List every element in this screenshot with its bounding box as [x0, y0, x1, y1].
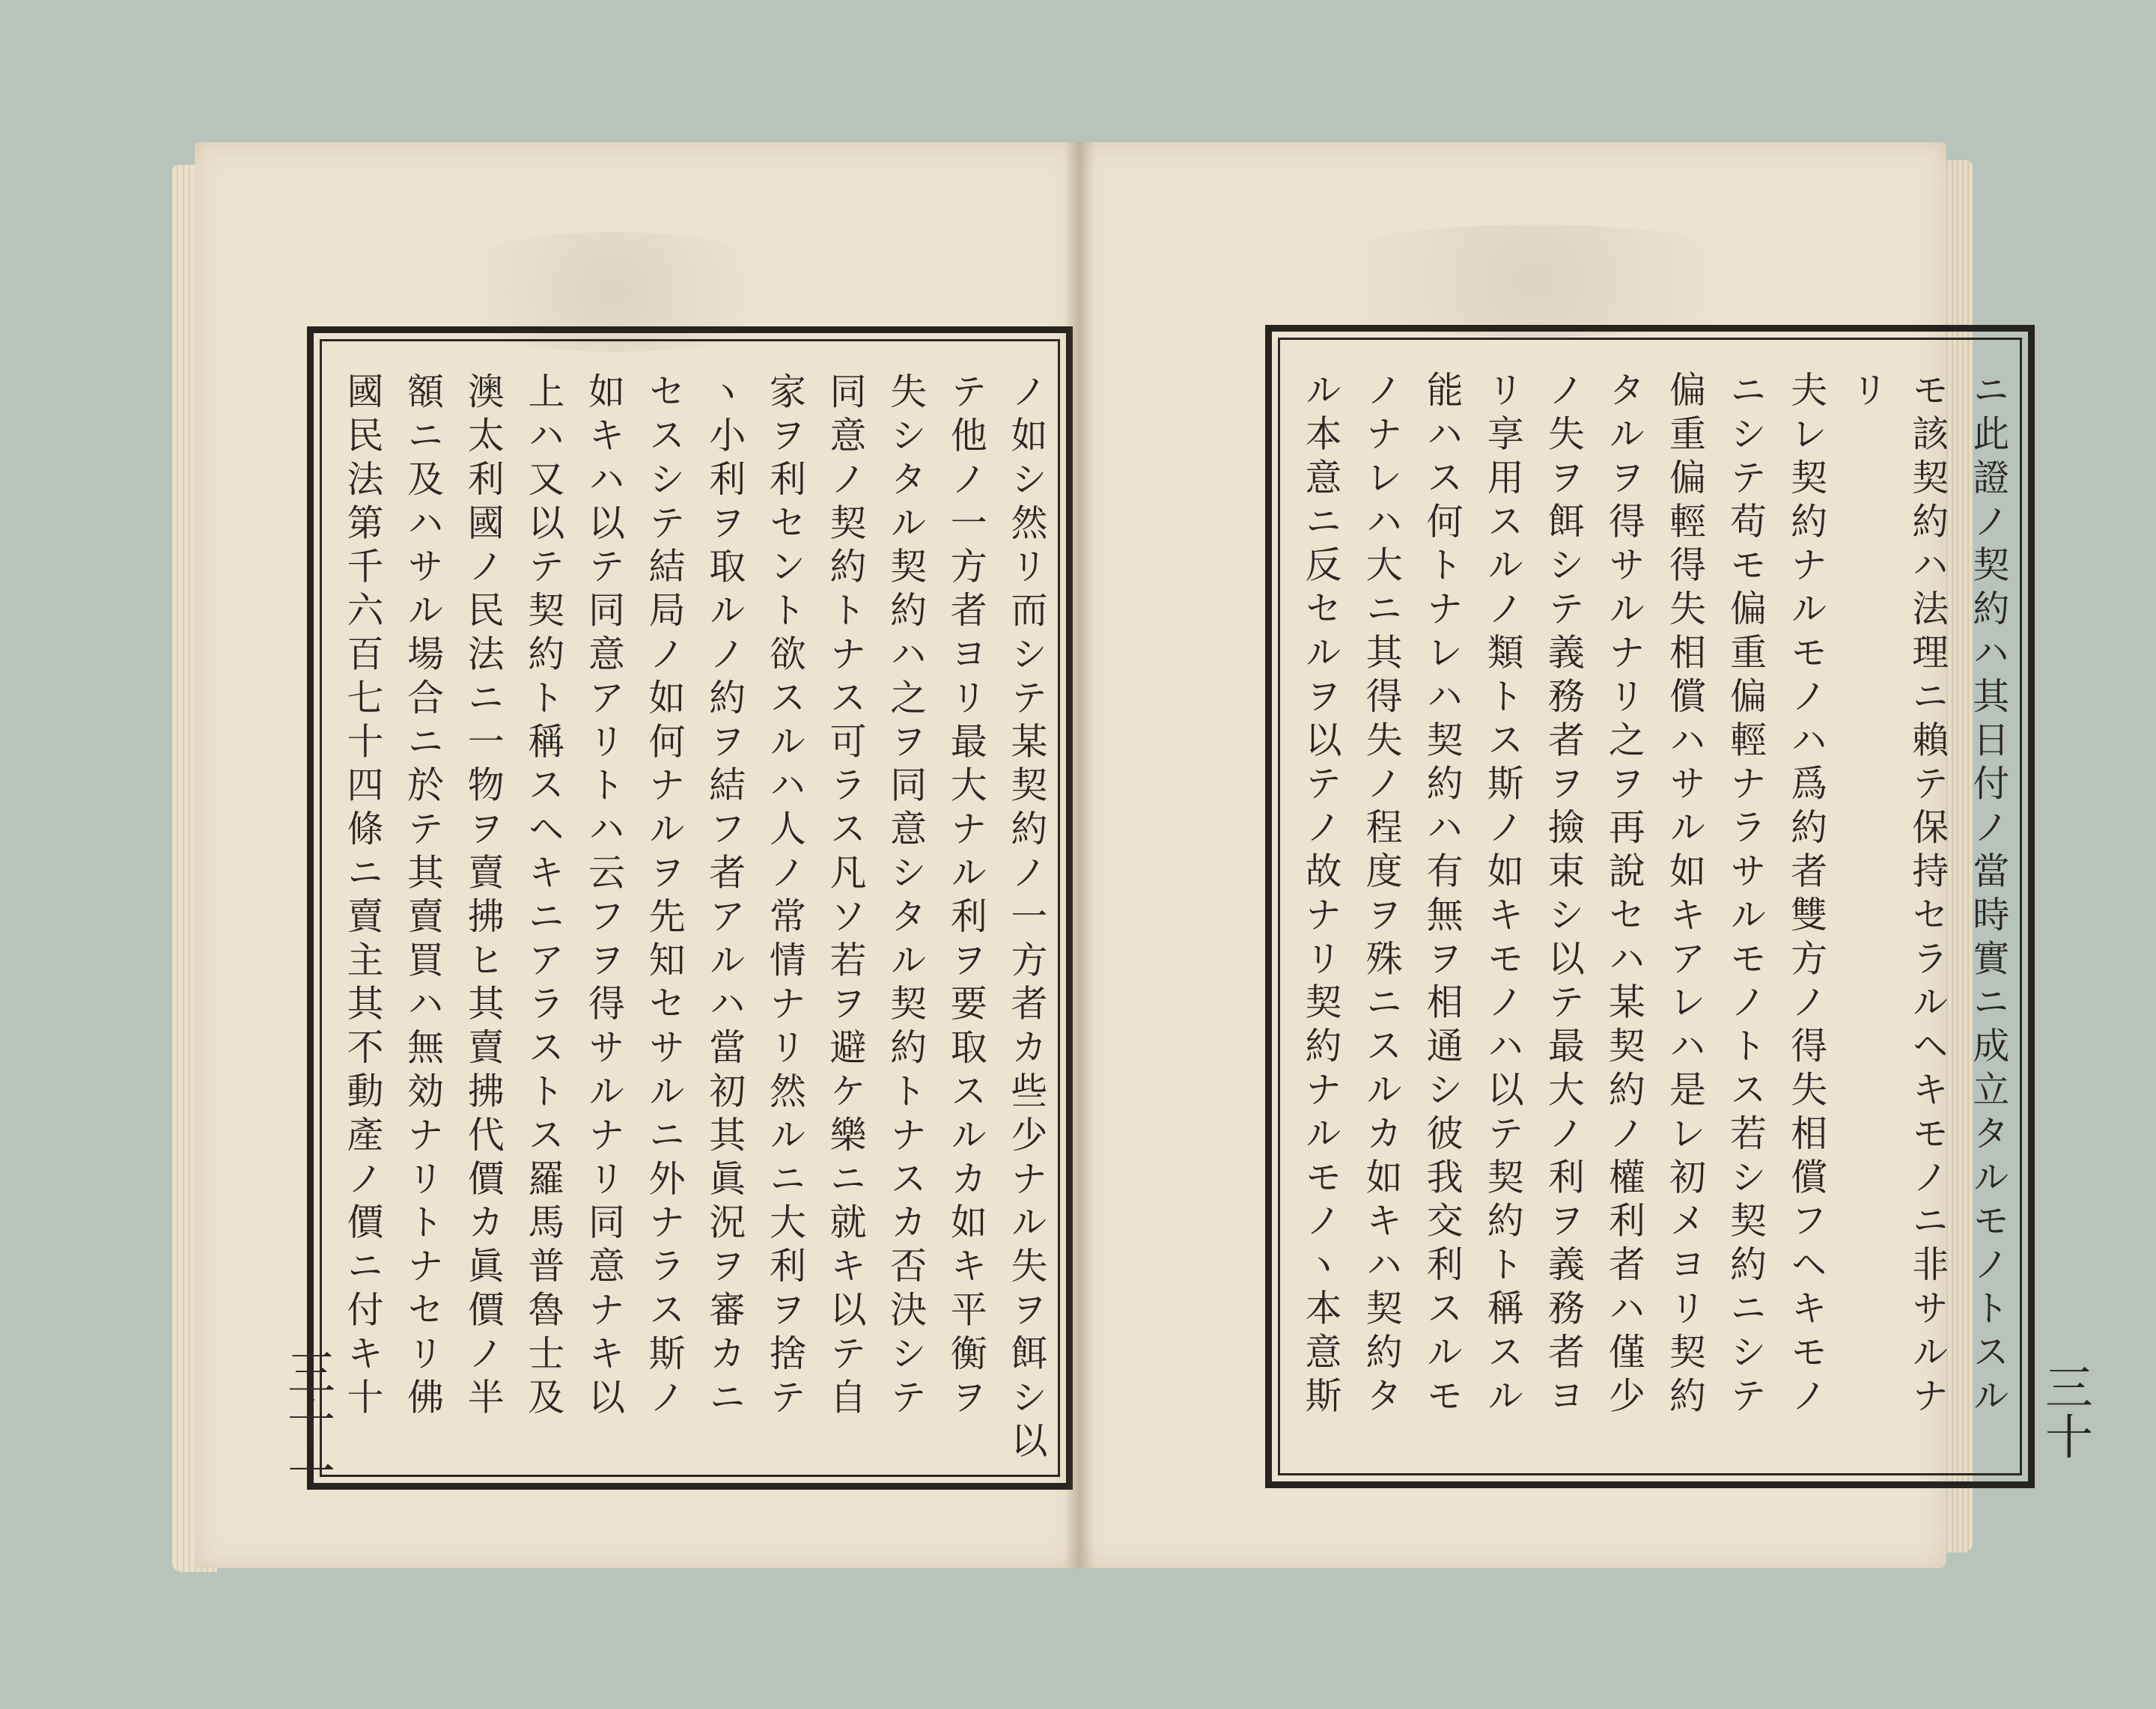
text-column: リ享用スルノ類トス斯ノ如キモノハ以テ契約ト稱スル — [1482, 371, 1525, 1420]
text-column: ノ如シ然リ而シテ某契約ノ一方者カ些少ナル失ヲ餌シ以 — [1005, 372, 1048, 1466]
text-column: タルヲ得サルナリ之ヲ再說セハ某契約ノ權利者ハ僅少 — [1603, 371, 1646, 1420]
text-column: テ他ノ一方者ヨリ最大ナル利ヲ要取スルカ如キ平衡ヲ — [945, 372, 988, 1422]
text-column: セスシテ結局ノ如何ナルヲ先知セサルニ外ナラス斯ノ — [643, 372, 686, 1422]
text-column: ニシテ苟モ偏重偏輕ナラサルモノトス若シ契約ニシテ — [1724, 371, 1767, 1420]
open-book — [172, 142, 2092, 1591]
text-column: 國民法第千六百七十四條ニ賣主其不動產ノ價ニ付キ十 — [341, 372, 384, 1422]
left-page-frame — [307, 326, 1073, 1490]
text-column: ノナレハ大ニ其得失ノ程度ヲ殊ニスルカ如キハ契約タ — [1360, 371, 1404, 1420]
text-column: 同意ノ契約トナス可ラス凡ソ若ヲ避ケ樂ニ就キ以テ自 — [824, 372, 867, 1422]
text-column: リ — [1845, 371, 1889, 415]
text-column: ノ失ヲ餌シテ義務者ヲ撿束シ以テ最大ノ利ヲ義務者ヨ — [1542, 371, 1586, 1420]
show-through-stain — [1273, 225, 1797, 337]
book-gutter — [1065, 142, 1094, 1568]
left-page-text — [339, 372, 1048, 1466]
text-column: ル本意ニ反セルヲ以テノ故ナリ契約ナルモノヽ本意斯 — [1300, 371, 1342, 1420]
right-page — [1078, 142, 2092, 1568]
text-column: 上ハ又以テ契約ト稱スヘキニアラストス羅馬普魯士及 — [522, 372, 565, 1422]
text-column: 能ハス何トナレハ契約ハ有無ヲ相通シ彼我交利スルモ — [1421, 371, 1464, 1420]
right-page-folio: 三十 — [2037, 1362, 2092, 1461]
text-column: モ該契約ハ法理ニ賴テ保持セラルヘキモノニ非サルナ — [1906, 371, 1949, 1420]
text-column: 失シタル契約ハ之ヲ同意シタル契約トナスカ否決シテ — [884, 372, 928, 1422]
left-page — [195, 142, 1078, 1568]
right-page-frame — [1265, 325, 2035, 1488]
left-page-folio: 三十一 — [279, 1347, 335, 1496]
text-column: ニ此證ノ契約ハ其日付ノ當時實ニ成立タルモノトスル — [1967, 371, 2010, 1420]
text-column: 澳太利國ノ民法ニ一物ヲ賣拂ヒ其賣拂代價カ眞價ノ半 — [462, 372, 505, 1422]
right-page-text — [1297, 371, 2010, 1456]
text-column: 如キハ以テ同意アリトハ云フヲ得サルナリ同意ナキ以 — [582, 372, 626, 1422]
text-column: ヽ小利ヲ取ルノ約ヲ結フ者アルハ當初其眞況ヲ審カニ — [703, 372, 746, 1422]
text-column: 偏重偏輕得失相償ハサル如キアレハ是レ初メヨリ契約 — [1663, 371, 1707, 1420]
text-column: 夫レ契約ナルモノハ爲約者雙方ノ得失相償フヘキモノ — [1785, 371, 1828, 1420]
text-column: 額ニ及ハサル場合ニ於テ其賣買ハ無効ナリトナセリ佛 — [401, 372, 445, 1422]
text-column: 家ヲ利セント欲スルハ人ノ常情ナリ然ルニ大利ヲ捨テ — [764, 372, 807, 1422]
